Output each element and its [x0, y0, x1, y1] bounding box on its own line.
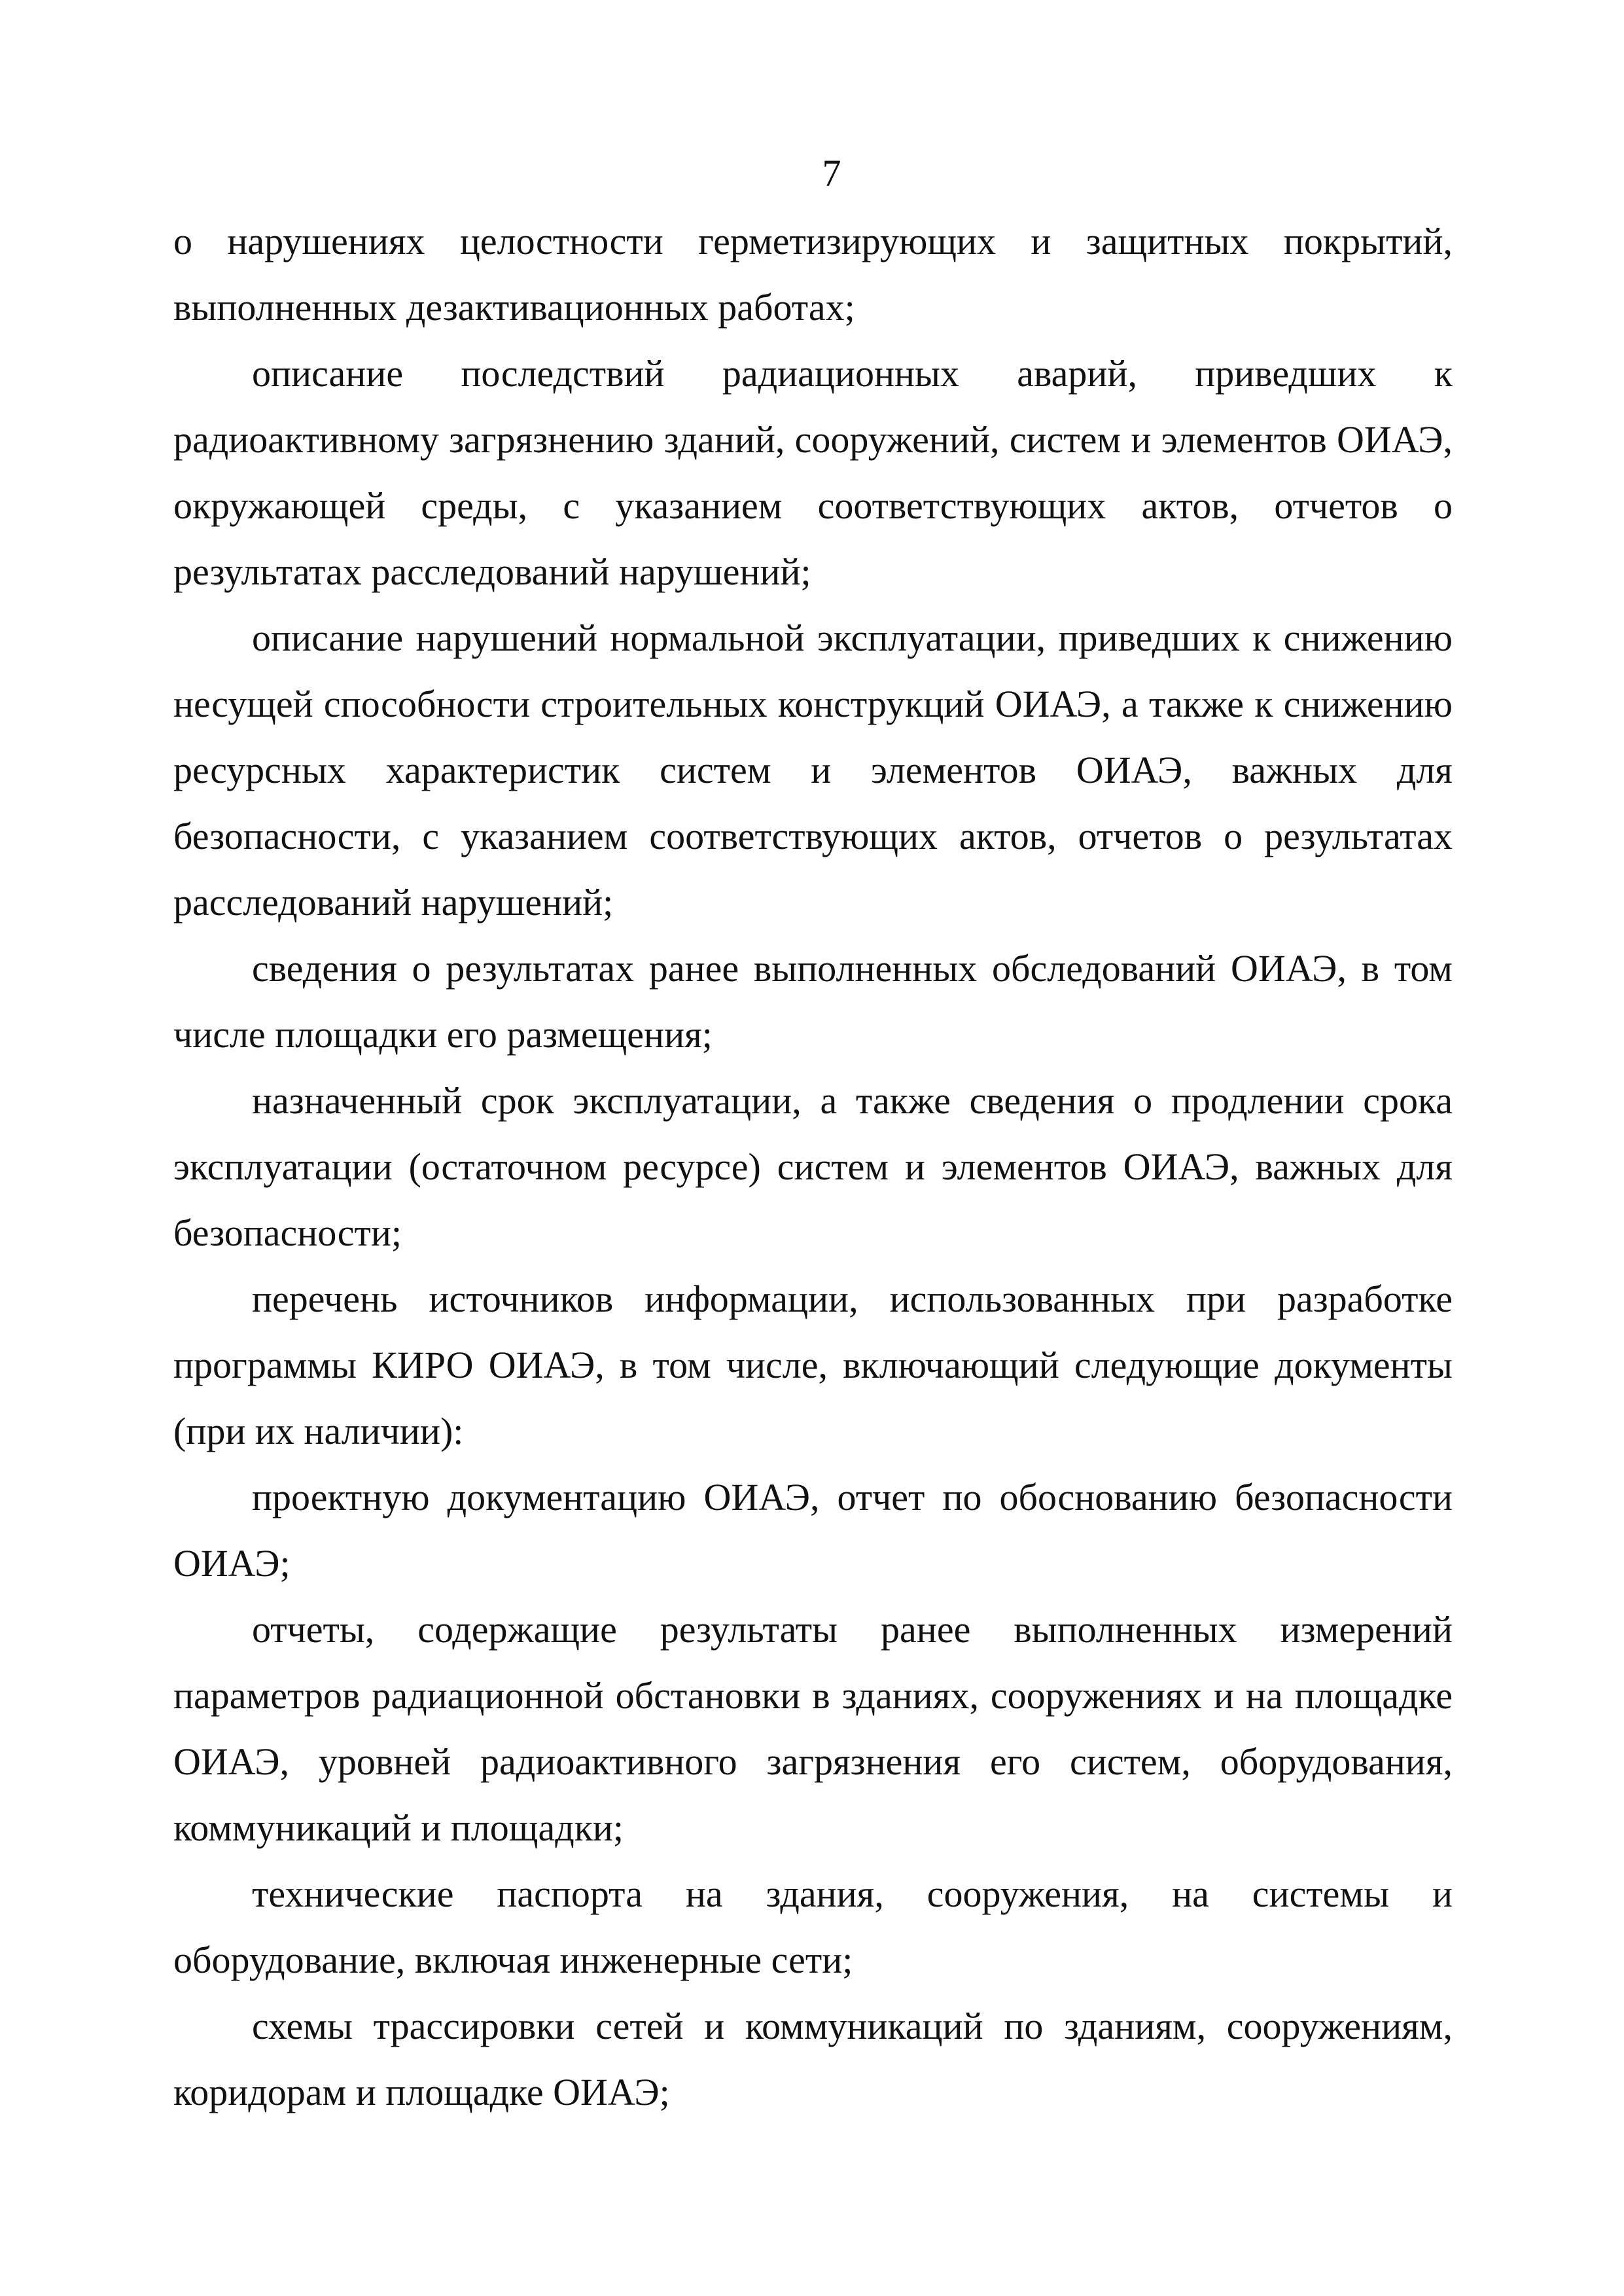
page-number: 7	[822, 152, 841, 194]
paragraph: перечень источников информации, использованных при разработке программы КИРО ОИАЭ, в том числе, включающий следующие документы (при их наличии):	[173, 1278, 1453, 1452]
paragraph: проектную документацию ОИАЭ, отчет по обоснованию безопасности ОИАЭ;	[173, 1476, 1453, 1585]
paragraph: схемы трассировки сетей и коммуникаций по зданиям, сооружениям, коридорам и площадке ОИАЭ;	[173, 2005, 1453, 2113]
paragraph: о нарушениях целостности герметизирующих и защитных покрытий, выполненных дезактивационных работах;	[173, 220, 1453, 329]
paragraph: отчеты, содержащие результаты ранее выполненных измерений параметров радиационной обстановки в зданиях, сооружениях и на площадке ОИАЭ, уровней радиоактивного загрязнения его систем, оборудования, коммуникаций и площадки;	[173, 1608, 1453, 1849]
paragraph: описание последствий радиационных аварий, приведших к радиоактивному загрязнению зданий, сооружений, систем и элементов ОИАЭ, окружающей среды, с указанием соответствующих актов, отчетов о результатах расследований нарушений;	[173, 352, 1453, 593]
paragraph: сведения о результатах ранее выполненных обследований ОИАЭ, в том числе площадки его размещения;	[173, 947, 1453, 1056]
paragraph: технические паспорта на здания, сооружения, на системы и оборудование, включая инженерные сети;	[173, 1873, 1453, 1981]
paragraph: назначенный срок эксплуатации, а также сведения о продлении срока эксплуатации (остаточном ресурсе) систем и элементов ОИАЭ, важных для безопасности;	[173, 1079, 1453, 1254]
paragraph: описание нарушений нормальной эксплуатации, приведших к снижению несущей способности строительных конструкций ОИАЭ, а также к снижению ресурсных характеристик систем и элементов ОИАЭ, важных для безопасности, с указанием соответствующих актов, отчетов о результатах расследований нарушений;	[173, 617, 1453, 924]
document-body	[173, 208, 1453, 2125]
